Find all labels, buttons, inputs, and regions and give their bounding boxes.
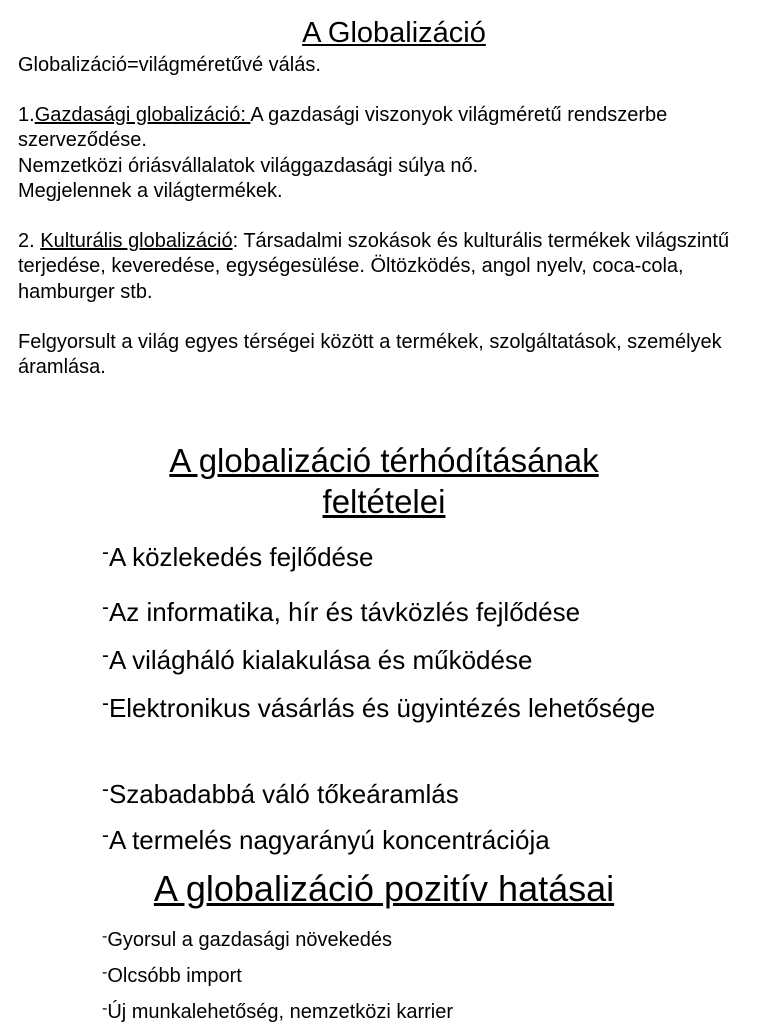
economic-globalization-paragraph: [18, 103, 758, 204]
bullet-dash: -: [102, 596, 109, 620]
page-title: A Globalizáció: [302, 17, 486, 49]
bullet-dash: -: [102, 778, 109, 802]
conditions-list-item: [102, 691, 662, 725]
conditions-list-item: [102, 823, 662, 857]
economic-term: Gazdasági globalizáció:: [34, 104, 251, 126]
economic-line-3: Megjelennek a világtermékek.: [18, 179, 283, 202]
positive-list-item: [102, 963, 662, 989]
conditions-heading: [0, 440, 768, 522]
bullet-dash: -: [102, 824, 109, 848]
bullet-dash: -: [102, 927, 108, 945]
cultural-term: Kulturális globalizáció: [40, 230, 233, 252]
conditions-heading-line-2: feltételei: [322, 483, 446, 520]
economic-globalization-line: [18, 103, 758, 154]
positive-item-text: Új munkalehetőség, nemzetközi karrier: [107, 1001, 454, 1023]
bullet-dash: -: [102, 999, 108, 1017]
economic-line-2: Nemzetközi óriásvállalatok világgazdasági súlya nő.: [18, 154, 479, 177]
positive-list-item: [102, 927, 662, 953]
definition-text: Globalizáció=világméretűvé válás.: [18, 54, 321, 76]
conditions-item-text: Az informatika, hír és távközlés fejlődése: [108, 597, 581, 627]
positive-effects-heading: A globalizáció pozitív hatásai: [153, 868, 615, 909]
conditions-list-item: [102, 540, 662, 574]
bullet-dash: -: [102, 692, 109, 716]
conditions-heading-line-1: A globalizáció térhódításának: [169, 442, 599, 479]
cultural-prefix: 2.: [18, 230, 41, 252]
economic-prefix: 1.: [18, 104, 35, 126]
cultural-globalization-paragraph: [18, 229, 758, 305]
conditions-item-text: Elektronikus vásárlás és ügyintézés lehetősége: [108, 693, 656, 723]
positive-item-text: Olcsóbb import: [107, 965, 242, 987]
conditions-list-item: [102, 643, 662, 677]
conditions-item-text: A termelés nagyarányú koncentrációja: [108, 825, 550, 855]
conditions-list-item: [102, 595, 662, 629]
bullet-dash: -: [102, 963, 108, 981]
conditions-list-item: [102, 777, 662, 811]
conditions-item-text: A közlekedés fejlődése: [108, 542, 374, 572]
bullet-dash: -: [102, 644, 109, 668]
flow-paragraph: Felgyorsult a világ egyes térségei között a termékek, szolgáltatások, személyek áramlása.: [18, 331, 722, 379]
economic-description: A gazdasági viszonyok világméretű rendszerbe szerveződése.: [18, 104, 668, 152]
cultural-description: : Társadalmi szokások és kulturális termékek világszintű terjedése, keveredése, egységesülése. Öltözködés, angol nyelv, coca-cola, hamburger stb.: [18, 230, 730, 303]
bullet-dash: -: [102, 541, 109, 565]
positive-item-text: Gyorsul a gazdasági növekedés: [107, 929, 392, 951]
conditions-item-text: A világháló kialakulása és működése: [108, 645, 533, 675]
positive-list-item: [102, 999, 662, 1025]
conditions-item-text: Szabadabbá váló tőkeáramlás: [108, 779, 459, 809]
